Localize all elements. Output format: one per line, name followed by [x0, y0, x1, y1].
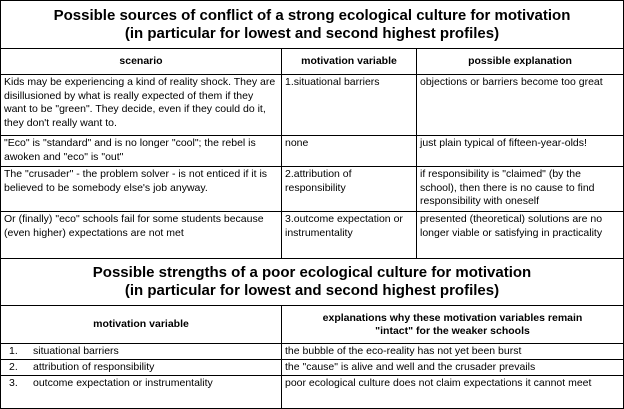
top-row-4-scenario: Or (finally) "eco" schools fail for some students because (even higher) expectations are not met — [1, 211, 281, 258]
top-title-line-2: (in particular for lowest and second highest profiles) — [124, 24, 500, 42]
bottom-header-explanations: explanations why these motivation variables remain "intact" for the weaker schools — [281, 305, 623, 343]
bottom-title-line-1: Possible strengths of a poor ecological culture for motivation — [92, 264, 532, 281]
top-row-1-scenario: Kids may be experiencing a kind of reality shock. They are disillusioned by what is really expected of them if they want to be "green". They decide, even if they could do it, they don't really want to. — [1, 74, 281, 135]
top-row-4-variable: 3.outcome expectation or instrumentality — [281, 211, 416, 258]
bottom-row-3-variable — [1, 375, 281, 408]
bottom-header-motivation-variable: motivation variable — [1, 305, 281, 343]
top-row-2-variable: none — [281, 135, 416, 166]
top-row-4-explanation: presented (theoretical) solutions are no longer viable or satisfying in practicality — [416, 211, 623, 258]
top-row-3-variable: 2.attribution of responsibility — [281, 166, 416, 211]
header-possible-explanation: possible explanation — [416, 48, 623, 74]
bottom-row-2-number: 2. — [9, 361, 18, 373]
bottom-row-3-variable-text: outcome expectation or instrumentality — [33, 377, 213, 389]
bottom-title-line-2: (in particular for lowest and second highest profiles) — [124, 282, 500, 299]
header-motivation-variable: motivation variable — [281, 48, 416, 74]
top-row-1-variable: 1.situational barriers — [281, 74, 416, 135]
bottom-row-1-variable — [1, 343, 281, 359]
bottom-row-2-variable — [1, 359, 281, 375]
top-row-1-explanation: objections or barriers become too great — [416, 74, 623, 135]
top-row-3-explanation: if responsibility is "claimed" (by the school), then there is no cause to find responsibility with oneself — [416, 166, 623, 211]
top-title-line-1: Possible sources of conflict of a strong ecological culture for motivation — [53, 6, 571, 24]
bottom-row-1-variable-text: situational barriers — [33, 345, 119, 357]
bottom-row-3-explanation: poor ecological culture does not claim expectations it cannot meet — [281, 375, 623, 408]
bottom-row-3-number: 3. — [9, 377, 18, 389]
top-row-2-explanation: just plain typical of fifteen-year-olds! — [416, 135, 623, 166]
top-table-title — [1, 1, 623, 48]
bottom-row-2-variable-text: attribution of responsibility — [33, 361, 155, 373]
header-scenario: scenario — [1, 48, 281, 74]
bottom-table-title — [1, 258, 623, 305]
top-row-2-scenario: "Eco" is "standard" and is no longer "cool"; the rebel is awoken and "eco" is "out" — [1, 135, 281, 166]
top-row-3-scenario: The "crusader" - the problem solver - is not enticed if it is believed to be somebody else's job anyway. — [1, 166, 281, 211]
bottom-row-2-explanation: the "cause" is alive and well and the crusader prevails — [281, 359, 623, 375]
bottom-row-1-number: 1. — [9, 345, 18, 357]
bottom-row-1-explanation: the bubble of the eco-reality has not yet been burst — [281, 343, 623, 359]
